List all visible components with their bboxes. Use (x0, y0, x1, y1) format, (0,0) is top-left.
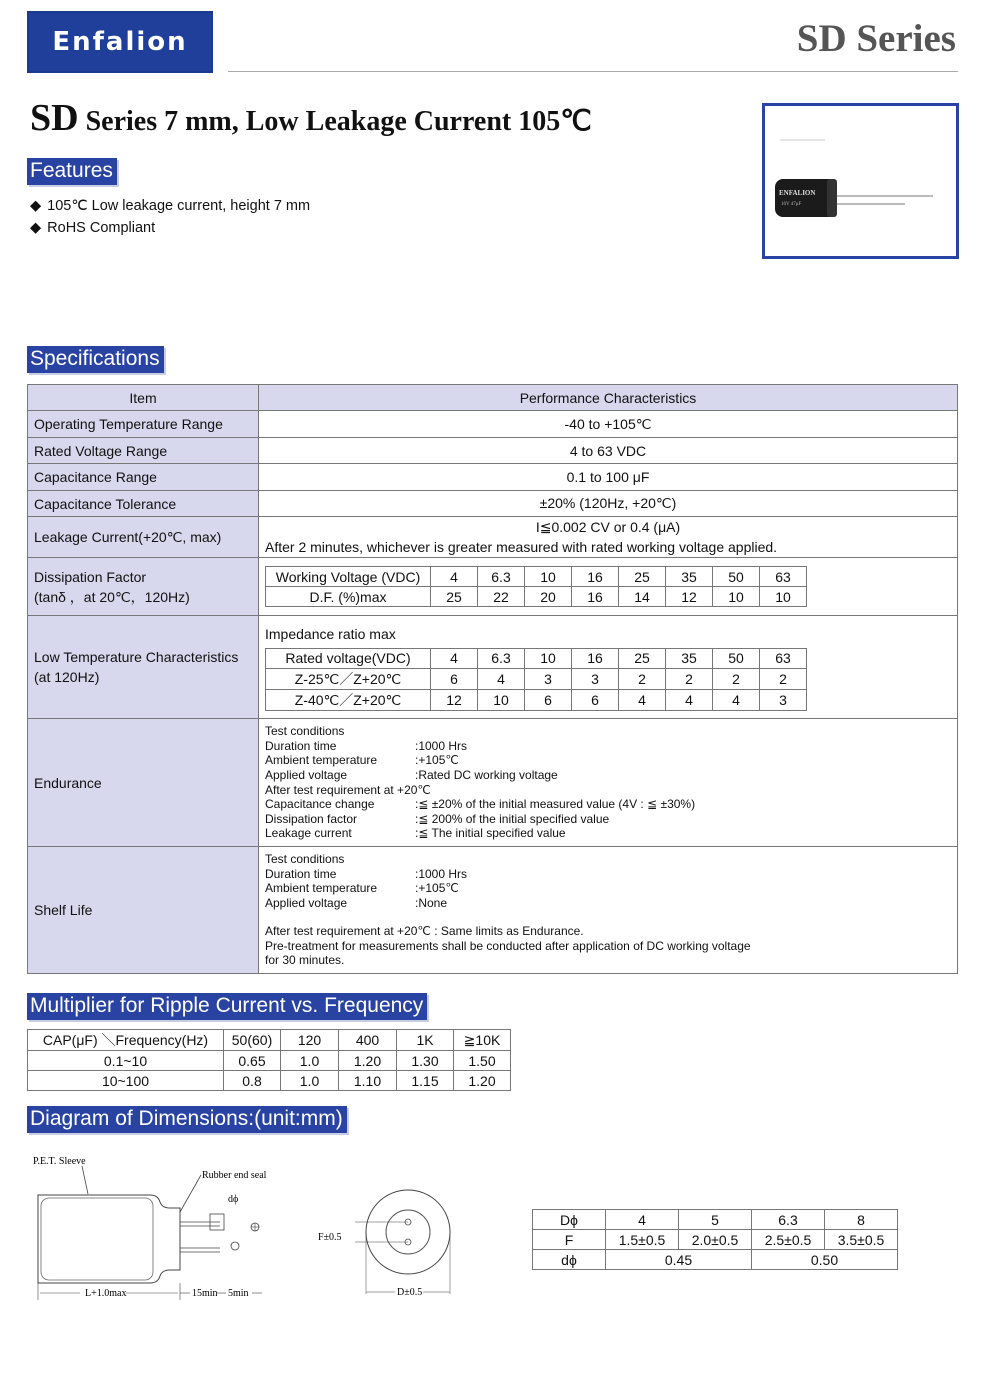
leakage-line2: After 2 minutes, whichever is greater measured with rated working voltage applied. (265, 539, 778, 555)
shelf-details (259, 847, 958, 974)
kv-key: Leakage current (265, 826, 352, 841)
row-label: Capacitance Range (28, 464, 259, 491)
row-label: Capacitance Tolerance (28, 491, 259, 517)
dim-label-lead2: 5min (228, 1288, 249, 1299)
ripple-cell: 1.10 (339, 1071, 397, 1091)
dims-cell: 3.5±0.5 (825, 1230, 898, 1250)
row-label: Rated Voltage Range (28, 438, 259, 464)
row-label (28, 616, 259, 719)
dimensions-heading: Diagram of Dimensions:(unit:mm) (27, 1106, 347, 1133)
df-cell: 10 (760, 587, 807, 607)
feature-item: ◆ 105℃ Low leakage current, height 7 mm (30, 195, 310, 217)
lt-cell: 4 (619, 689, 666, 710)
table-row (28, 616, 958, 719)
df-cell: 35 (666, 567, 713, 587)
table-row (28, 1051, 511, 1071)
dims-cell: 6.3 (752, 1210, 825, 1230)
kv-value: :1000 Hrs (415, 738, 468, 753)
kv-value: :+105℃ (415, 881, 459, 896)
kv-key: Dissipation factor (265, 811, 358, 826)
ripple-header-cell: ≧10K (454, 1030, 511, 1051)
ripple-cell: 0.1~10 (28, 1051, 224, 1071)
df-cell: 4 (431, 567, 478, 587)
lt-row (266, 668, 807, 689)
ripple-header-cell: 400 (339, 1030, 397, 1051)
kv-key: Capacitance change (265, 797, 375, 812)
dims-cell: 1.5±0.5 (606, 1230, 679, 1250)
dim-label-sleeve: P.E.T. Sleeve (33, 1156, 86, 1167)
lt-cell: 12 (431, 689, 478, 710)
ripple-heading: Multiplier for Ripple Current vs. Frequency (27, 993, 427, 1020)
table-row (28, 558, 958, 616)
specifications-table (27, 384, 958, 974)
features-heading: Features (27, 158, 117, 185)
endurance-line: After test requirement at +20℃ (265, 782, 431, 797)
endurance-line (265, 739, 951, 754)
lt-cell: 10 (478, 689, 525, 710)
df-label2: (tanδ ，at 20℃，120Hz) (34, 588, 190, 605)
lt-caption: Impedance ratio max (265, 625, 396, 642)
lt-cell: 63 (760, 648, 807, 668)
row-label: Operating Temperature Range (28, 411, 259, 438)
leakage-line1: I≦0.002 CV or 0.4 (μA) (535, 519, 681, 535)
df-cell: 25 (619, 567, 666, 587)
df-cell: 10 (713, 587, 760, 607)
dim-label-f: F±0.5 (318, 1232, 342, 1243)
ripple-cell: 1.15 (397, 1071, 454, 1091)
ripple-header-row (28, 1030, 511, 1051)
table-row (28, 464, 958, 491)
row-value: ±20% (120Hz, +20℃) (259, 491, 958, 517)
shelf-line (265, 881, 951, 896)
lt-table (265, 648, 807, 711)
ripple-cell: 0.8 (224, 1071, 281, 1091)
ripple-table (27, 1029, 511, 1091)
row-value: 0.1 to 100 μF (259, 464, 958, 491)
lt-cell: 2 (619, 668, 666, 689)
df-cell: 63 (760, 567, 807, 587)
lt-cell: 3 (525, 668, 572, 689)
row-label (28, 558, 259, 616)
dims-row-label: F (533, 1230, 606, 1250)
kv-key: Applied voltage (265, 767, 348, 782)
capacitor-image (765, 106, 956, 256)
lt-row-label: Rated voltage(VDC) (266, 648, 431, 668)
lt-cell: 50 (713, 648, 760, 668)
endurance-line (265, 768, 951, 783)
dims-cell: 0.50 (752, 1250, 898, 1270)
kv-value: :≦ The initial specified value (415, 826, 566, 841)
header-divider (228, 71, 958, 72)
lt-row-label: Z-40℃／Z+20℃ (266, 689, 431, 710)
lt-cell: 2 (713, 668, 760, 689)
lt-cell: 4 (431, 648, 478, 668)
lt-cell: 25 (619, 648, 666, 668)
dims-cell: 4 (606, 1210, 679, 1230)
endurance-line (265, 753, 951, 768)
table-row (28, 1071, 511, 1091)
shelf-line: After test requirement at +20℃ : Same limits as Endurance. (265, 924, 584, 939)
lt-cell: 16 (572, 648, 619, 668)
title-rest: Series 7 mm, Low Leakage Current 105℃ (85, 106, 592, 137)
side-view-diagram (30, 1150, 280, 1300)
df-cell: 20 (525, 587, 572, 607)
lt-cell: 4 (713, 689, 760, 710)
df-voltage-row (266, 567, 807, 587)
dimensions-table (532, 1209, 898, 1270)
kv-value: :≦ ±20% of the initial measured value (4V : ≦ ±30%) (415, 797, 696, 812)
kv-value: :+105℃ (415, 753, 459, 768)
row-label: Endurance (28, 719, 259, 847)
dim-label-seal: Rubber end seal (202, 1170, 267, 1181)
lt-cell: 6 (572, 689, 619, 710)
ripple-cell: 10~100 (28, 1071, 224, 1091)
col-item-header: Item (28, 385, 259, 411)
table-header-row (28, 385, 958, 411)
df-cell: 16 (572, 587, 619, 607)
table-row (533, 1230, 898, 1250)
title-prefix: SD (30, 97, 79, 139)
row-value: 4 to 63 VDC (259, 438, 958, 464)
lt-cell: 2 (760, 668, 807, 689)
df-cell: 10 (525, 567, 572, 587)
dim-label-length: L+1.0max (85, 1288, 127, 1299)
ripple-header-cell: 1K (397, 1030, 454, 1051)
row-value (259, 558, 958, 616)
lt-row (266, 648, 807, 668)
photo-marking: 16V 47μF (781, 202, 802, 207)
row-value (259, 616, 958, 719)
kv-key: Duration time (265, 738, 337, 753)
df-cell: 6.3 (478, 567, 525, 587)
df-cell: 22 (478, 587, 525, 607)
series-label: SD Series (796, 17, 956, 60)
lt-cell: 6 (431, 668, 478, 689)
df-table (265, 566, 807, 607)
lt-row (266, 689, 807, 710)
dims-cell: 0.45 (606, 1250, 752, 1270)
dim-label-lead1: 15min (192, 1288, 218, 1299)
endurance-details (259, 719, 958, 847)
df-value-label: D.F. (%)max (266, 587, 431, 607)
brand-logo (27, 11, 213, 73)
dims-cell: 5 (679, 1210, 752, 1230)
feature-item: ◆ RoHS Compliant (30, 217, 310, 239)
kv-value: :Rated DC working voltage (415, 767, 558, 782)
lt-cell: 35 (666, 648, 713, 668)
kv-value: :≦ 200% of the initial specified value (415, 811, 610, 826)
lt-cell: 6.3 (478, 648, 525, 668)
df-value-row (266, 587, 807, 607)
table-row (28, 847, 958, 974)
df-cell: 25 (431, 587, 478, 607)
row-value (259, 517, 958, 558)
lt-cell: 3 (572, 668, 619, 689)
ripple-cell: 1.0 (281, 1051, 339, 1071)
ripple-cell: 1.30 (397, 1051, 454, 1071)
shelf-line: Pre-treatment for measurements shall be conducted after application of DC working voltage (265, 938, 751, 953)
endurance-line (265, 826, 951, 841)
shelf-line (265, 867, 951, 882)
row-label: Shelf Life (28, 847, 259, 974)
ripple-header-cell: 120 (281, 1030, 339, 1051)
ripple-cell: 1.20 (339, 1051, 397, 1071)
kv-key: Applied voltage (265, 895, 348, 910)
df-cell: 14 (619, 587, 666, 607)
kv-value: :1000 Hrs (415, 866, 468, 881)
lt-cell: 4 (666, 689, 713, 710)
product-photo (762, 103, 959, 259)
lt-row-label: Z-25℃／Z+20℃ (266, 668, 431, 689)
photo-brand: ENFALION (779, 189, 816, 197)
kv-key: Duration time (265, 866, 337, 881)
shelf-line: Test conditions (265, 851, 345, 866)
dims-cell: 8 (825, 1210, 898, 1230)
shelf-line: for 30 minutes. (265, 953, 345, 968)
lt-label1: Low Temperature Characteristics (34, 649, 239, 665)
ripple-cell: 1.50 (454, 1051, 511, 1071)
df-cell: 50 (713, 567, 760, 587)
dim-label-d: D±0.5 (397, 1287, 423, 1298)
lt-cell: 6 (525, 689, 572, 710)
df-voltage-label: Working Voltage (VDC) (266, 567, 431, 587)
table-row (28, 719, 958, 847)
df-label1: Dissipation Factor (34, 568, 147, 585)
ripple-header-cell: CAP(μF) ＼Frequency(Hz) (28, 1030, 224, 1051)
page-title (30, 96, 592, 140)
ripple-cell: 1.0 (281, 1071, 339, 1091)
col-perf-header: Performance Characteristics (259, 385, 958, 411)
dims-cell: 2.5±0.5 (752, 1230, 825, 1250)
table-row (28, 517, 958, 558)
ripple-cell: 0.65 (224, 1051, 281, 1071)
lt-cell: 3 (760, 689, 807, 710)
row-value: -40 to +105℃ (259, 411, 958, 438)
endurance-line (265, 797, 951, 812)
table-row (28, 438, 958, 464)
lt-cell: 2 (666, 668, 713, 689)
end-view-diagram (310, 1180, 480, 1300)
lt-label2: (at 120Hz) (34, 669, 100, 685)
table-row (28, 491, 958, 517)
dim-label-dphi: dϕ (228, 1194, 239, 1205)
lt-cell: 10 (525, 648, 572, 668)
table-row (28, 411, 958, 438)
kv-value: :None (415, 895, 448, 910)
table-row (533, 1250, 898, 1270)
kv-key: Ambient temperature (265, 753, 378, 768)
ripple-cell: 1.20 (454, 1071, 511, 1091)
ripple-header-cell: 50(60) (224, 1030, 281, 1051)
endurance-line (265, 812, 951, 827)
features-list (30, 195, 310, 239)
row-label: Leakage Current(+20℃, max) (28, 517, 259, 558)
table-row (533, 1210, 898, 1230)
shelf-line (265, 896, 951, 911)
dims-cell: 2.0±0.5 (679, 1230, 752, 1250)
dims-row-label: dϕ (533, 1250, 606, 1270)
kv-key: Ambient temperature (265, 881, 378, 896)
df-cell: 16 (572, 567, 619, 587)
logo-text: Enfalion (52, 27, 188, 57)
dims-row-label: Dϕ (533, 1210, 606, 1230)
df-cell: 12 (666, 587, 713, 607)
specifications-heading: Specifications (27, 346, 164, 373)
endurance-line: Test conditions (265, 724, 345, 739)
lt-cell: 4 (478, 668, 525, 689)
